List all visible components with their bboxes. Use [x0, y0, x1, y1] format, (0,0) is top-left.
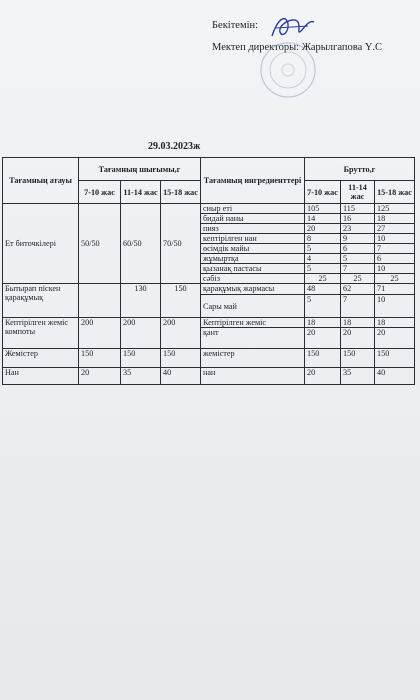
dish-portion	[79, 284, 121, 318]
ingredient-name: жемістер	[201, 349, 305, 368]
director-line: Мектеп директоры: Жарылгапова Ү.С	[212, 42, 383, 53]
dish-portion: 200	[79, 318, 121, 349]
ingredient-gross: 62	[341, 284, 375, 295]
dish-name: Нан	[3, 368, 79, 385]
ingredient-gross: 4	[305, 254, 341, 264]
dish-name: Кептірілген жеміс компоты	[3, 318, 79, 349]
portion-age-7-10: 7-10 жас	[79, 181, 121, 204]
ingredient-gross: 115	[341, 204, 375, 214]
ingredient-gross: 7	[341, 295, 375, 318]
ingredient-gross: 18	[305, 318, 341, 328]
ingredient-gross: 20	[305, 368, 341, 385]
dish-portion: 150	[161, 349, 201, 368]
ingredient-gross: 5	[305, 264, 341, 274]
ingredient-gross: 7	[375, 244, 415, 254]
ingredient-gross: 18	[375, 318, 415, 328]
header-ingredients: Тағамның ингредиенттері	[201, 158, 305, 204]
portion-age-11-14: 11-14 жас	[121, 181, 161, 204]
dish-portion: 60/50	[121, 204, 161, 284]
gross-age-15-18: 15-18 жас	[375, 181, 415, 204]
header-dish-name: Тағамның атауы	[3, 158, 79, 204]
ingredient-gross: 20	[375, 328, 415, 349]
ingredient-gross: 25	[305, 274, 341, 284]
ingredient-name: сәбіз	[201, 274, 305, 284]
ingredient-gross: 18	[341, 318, 375, 328]
dish-portion: 150	[161, 284, 201, 318]
ingredient-gross: 25	[375, 274, 415, 284]
dish-portion: 200	[121, 318, 161, 349]
ingredient-gross: 20	[341, 328, 375, 349]
seal-stamp-icon	[258, 40, 318, 100]
dish-portion: 200	[161, 318, 201, 349]
ingredient-gross: 10	[375, 234, 415, 244]
ingredient-gross: 71	[375, 284, 415, 295]
ingredient-gross: 23	[341, 224, 375, 234]
approved-label: Бекітемін:	[212, 20, 259, 31]
ingredient-gross: 150	[375, 349, 415, 368]
ingredient-gross: 40	[375, 368, 415, 385]
ingredient-name: қызанақ пастасы	[201, 264, 305, 274]
ingredient-gross: 20	[305, 224, 341, 234]
dish-portion: 150	[79, 349, 121, 368]
dish-portion: 150	[121, 349, 161, 368]
gross-age-11-14: 11-14 жас	[341, 181, 375, 204]
ingredient-gross: 125	[375, 204, 415, 214]
ingredient-gross: 105	[305, 204, 341, 214]
ingredient-gross: 5	[341, 254, 375, 264]
dish-portion: 20	[79, 368, 121, 385]
ingredient-gross: 18	[375, 214, 415, 224]
ingredient-name: Кептірілген жеміс	[201, 318, 305, 328]
ingredient-gross: 14	[305, 214, 341, 224]
ingredient-gross: 48	[305, 284, 341, 295]
header-row	[3, 158, 415, 181]
dish-portion: 40	[161, 368, 201, 385]
ingredient-gross: 150	[305, 349, 341, 368]
table-row	[3, 204, 415, 214]
table-row	[3, 349, 415, 368]
ingredient-gross: 5	[305, 295, 341, 318]
ingredient-gross: 5	[305, 244, 341, 254]
menu-date: 29.03.2023ж	[148, 141, 201, 152]
ingredient-name: бидай наны	[201, 214, 305, 224]
ingredient-gross: 25	[341, 274, 375, 284]
ingredient-gross: 10	[375, 295, 415, 318]
ingredient-name: кептірілген нан	[201, 234, 305, 244]
dish-portion: 50/50	[79, 204, 121, 284]
dish-name: Жемістер	[3, 349, 79, 368]
dish-portion: 35	[121, 368, 161, 385]
ingredient-gross: 9	[341, 234, 375, 244]
ingredient-name: нан	[201, 368, 305, 385]
dish-portion: 130	[121, 284, 161, 318]
ingredient-gross: 8	[305, 234, 341, 244]
ingredient-gross: 27	[375, 224, 415, 234]
gross-age-7-10: 7-10 жас	[305, 181, 341, 204]
table-row	[3, 284, 415, 295]
table-row	[3, 318, 415, 328]
ingredient-gross: 150	[341, 349, 375, 368]
ingredient-name: қант	[201, 328, 305, 349]
ingredient-gross: 6	[341, 244, 375, 254]
ingredient-name: сиыр еті	[201, 204, 305, 214]
menu-table	[2, 157, 415, 385]
ingredient-gross: 7	[341, 264, 375, 274]
header-gross: Брутто,г	[305, 158, 415, 181]
ingredient-gross: 16	[341, 214, 375, 224]
dish-name: Бытырап піскен қарақұмық	[3, 284, 79, 318]
ingredient-name: пияз	[201, 224, 305, 234]
dish-portion: 70/50	[161, 204, 201, 284]
ingredient-name: Сары май	[201, 295, 305, 318]
ingredient-gross: 10	[375, 264, 415, 274]
table-row	[3, 368, 415, 385]
ingredient-name: өсімдік майы	[201, 244, 305, 254]
ingredient-gross: 6	[375, 254, 415, 264]
ingredient-gross: 35	[341, 368, 375, 385]
ingredient-name: жұмыртқа	[201, 254, 305, 264]
ingredient-gross: 20	[305, 328, 341, 349]
ingredient-name: қарақұмық жармасы	[201, 284, 305, 295]
portion-age-15-18: 15-18 жас	[161, 181, 201, 204]
header-portion: Тағамның шығымы,г	[79, 158, 201, 181]
dish-name: Ет биточкілері	[3, 204, 79, 284]
